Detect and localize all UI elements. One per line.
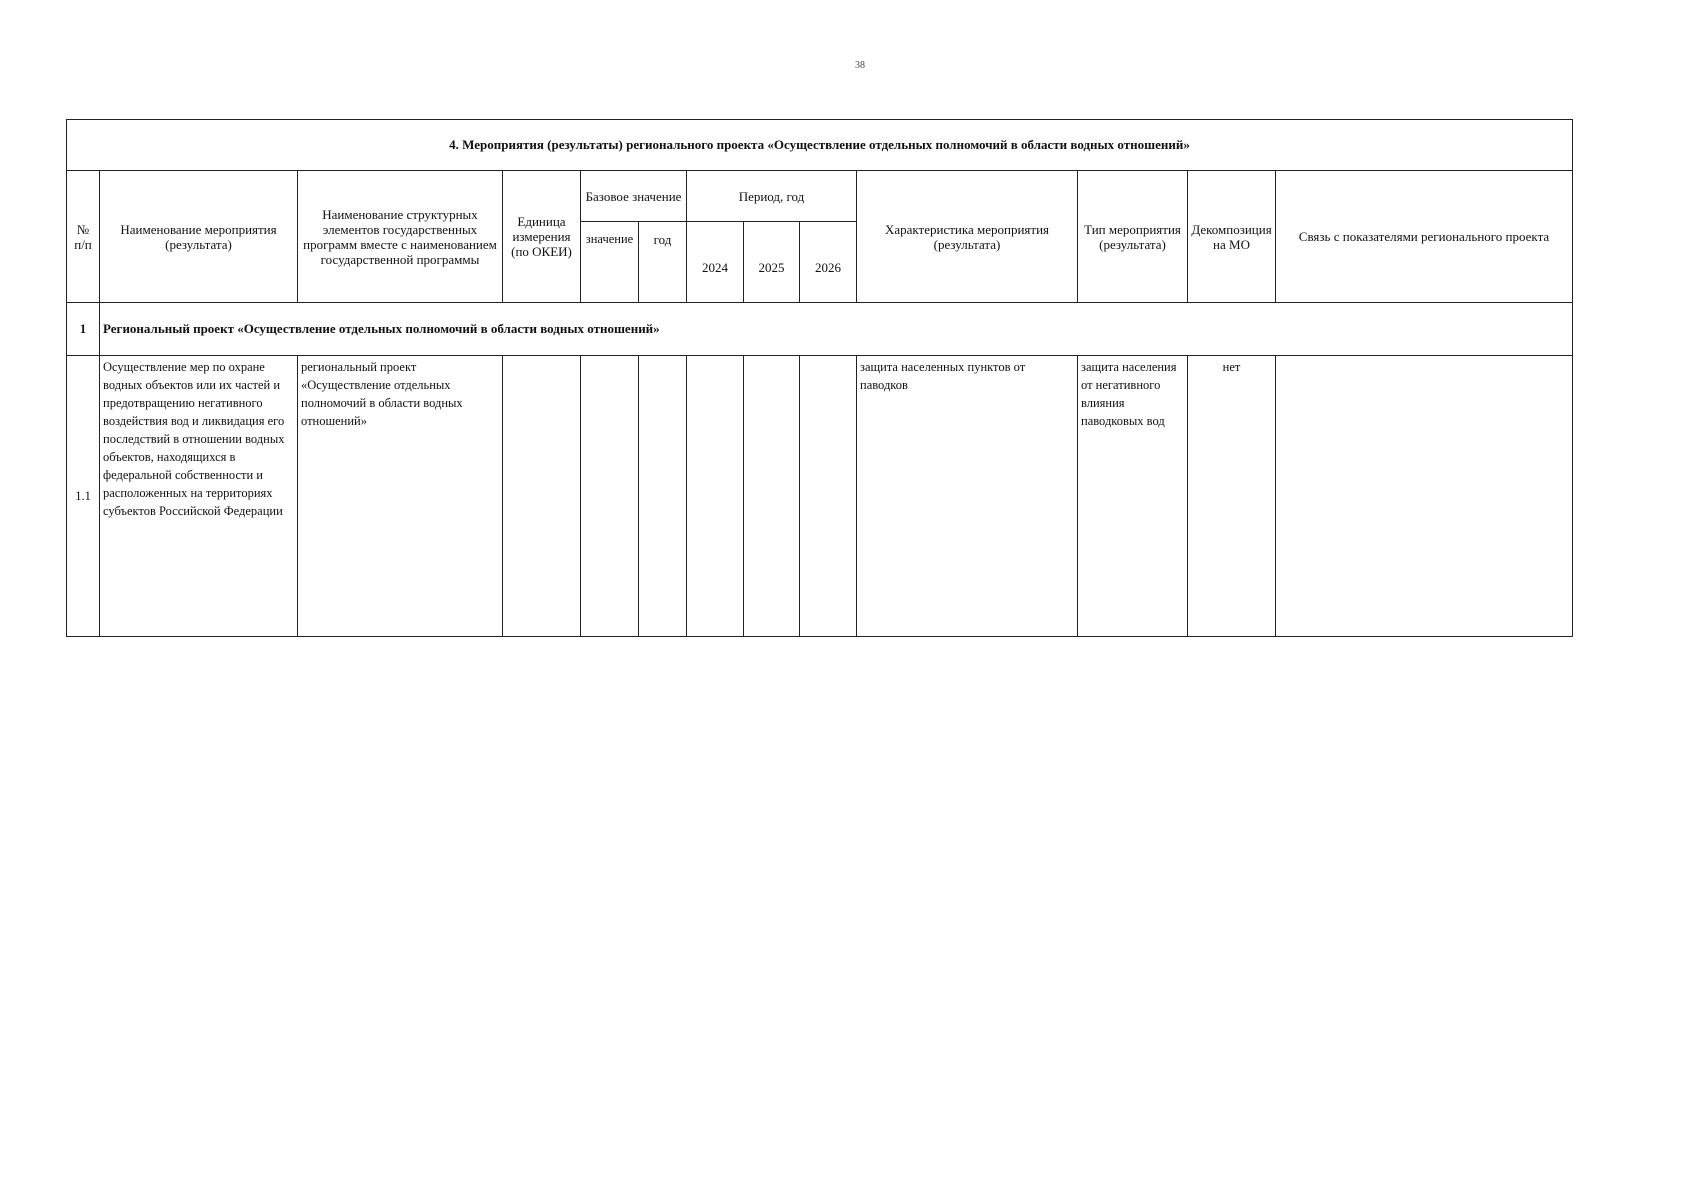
row-type: защита населения от негативного влияния паводковых вод xyxy=(1078,356,1188,637)
header-base-value: значение xyxy=(581,222,639,303)
header-structural: Наименование структурных элементов государственных программ вместе с наименованием государственной программы xyxy=(298,171,503,303)
row-2025 xyxy=(744,356,800,637)
table-title-row xyxy=(67,120,1573,171)
row-name: Осуществление мер по охране водных объектов или их частей и предотвращению негативного воздействия вод и ликвидация его последствий в отношении водных объектов, находящихся в федеральной собственности и расположенных на территориях субъектов Российской Федерации xyxy=(100,356,298,637)
page-number: 38 xyxy=(855,60,865,71)
header-base: Базовое значение xyxy=(581,171,687,222)
table-title: 4. Мероприятия (результаты) регионального проекта «Осуществление отдельных полномочий в области водных отношений» xyxy=(67,120,1573,171)
row-2024 xyxy=(687,356,744,637)
header-period: Период, год xyxy=(687,171,857,222)
header-type: Тип мероприятия (результата) xyxy=(1078,171,1188,303)
header-year-2026: 2026 xyxy=(800,222,857,303)
row-link xyxy=(1276,356,1573,637)
header-name: Наименование мероприятия (результата) xyxy=(100,171,298,303)
header-year-2025: 2025 xyxy=(744,222,800,303)
row-base-value xyxy=(581,356,639,637)
header-characteristic: Характеристика мероприятия (результата) xyxy=(857,171,1078,303)
header-num: № п/п xyxy=(67,171,100,303)
section-row xyxy=(67,303,1573,356)
header-base-year: год xyxy=(639,222,687,303)
row-structural: региональный проект «Осуществление отдельных полномочий в области водных отношений» xyxy=(298,356,503,637)
row-num: 1.1 xyxy=(67,356,100,637)
header-decomposition: Декомпозиция на МО xyxy=(1188,171,1276,303)
header-unit: Единица измерения (по ОКЕИ) xyxy=(503,171,581,303)
section-title: Региональный проект «Осуществление отдельных полномочий в области водных отношений» xyxy=(100,303,1573,356)
header-year-2024: 2024 xyxy=(687,222,744,303)
header-link: Связь с показателями регионального проекта xyxy=(1276,171,1573,303)
section-num: 1 xyxy=(67,303,100,356)
header-row-1 xyxy=(67,171,1573,222)
row-characteristic: защита населенных пунктов от паводков xyxy=(857,356,1078,637)
row-decomposition: нет xyxy=(1188,356,1276,637)
row-2026 xyxy=(800,356,857,637)
row-base-year xyxy=(639,356,687,637)
table-row xyxy=(67,356,1573,637)
row-unit xyxy=(503,356,581,637)
events-table xyxy=(66,119,1573,637)
